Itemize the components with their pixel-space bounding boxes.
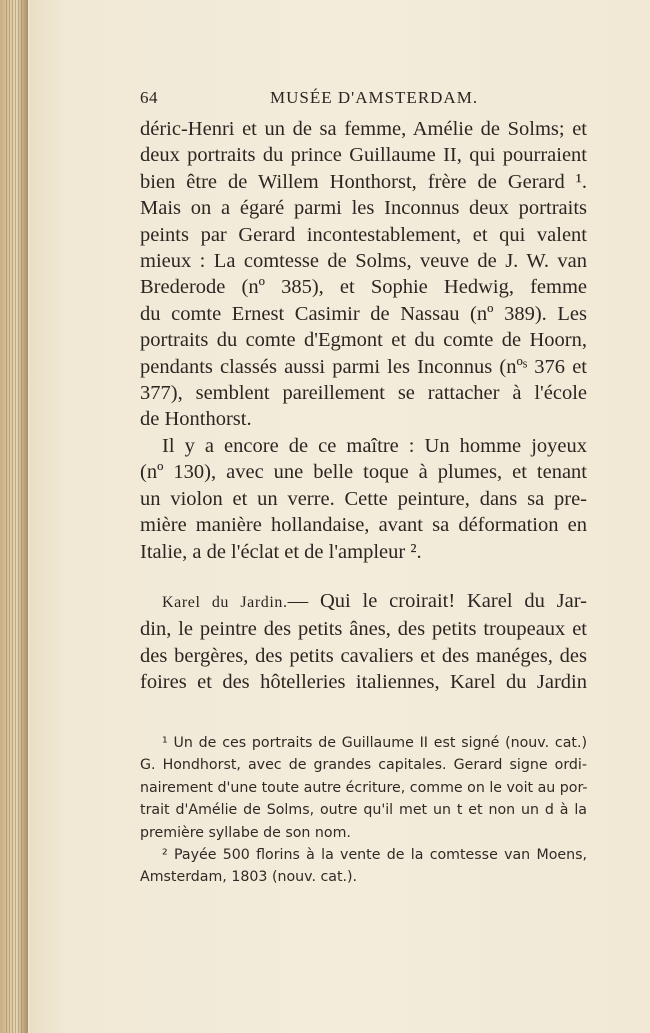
text-line: (nº 130), avec une belle toque à plumes, et tenant	[140, 461, 587, 484]
text-line: Brederode (nº 385), et Sophie Hedwig, femme	[140, 276, 587, 299]
text-line: des bergères, des petits cavaliers et des manéges, des	[140, 644, 587, 667]
text-line: mière manière hollandaise, avant sa déformation en	[140, 514, 587, 537]
page-edges	[6, 0, 22, 1033]
text-line: Italie, a de l'éclat et de l'ampleur ².	[140, 540, 422, 563]
footnote-line: nairement d'une toute autre écriture, comme on le voit au por-	[140, 779, 588, 796]
text-line: du comte Ernest Casimir de Nassau (nº 389). Les	[140, 302, 587, 325]
page-header	[140, 88, 585, 112]
text-line: pendants classés aussi parmi les Inconnus (nºˢ 376 et	[140, 355, 587, 378]
text-line: 377), semblent pareillement se rattacher à l'école	[140, 382, 587, 405]
footnote-line: trait d'Amélie de Solms, outre qu'il met un t et non un d à la	[140, 802, 587, 819]
footnotes	[140, 732, 587, 889]
text-line	[140, 588, 587, 616]
text-line: din, le peintre des petits ânes, des petits troupeaux et	[140, 618, 587, 641]
book-spine-edge	[0, 0, 28, 1033]
text-line: Il y a encore de ce maître : Un homme joyeux	[162, 434, 587, 457]
page-number: 64	[140, 88, 158, 107]
text-line: deux portraits du prince Guillaume II, qui pourraient	[140, 144, 587, 167]
footnote-line: Amsterdam, 1803 (nouv. cat.).	[140, 869, 358, 886]
footnote-line: G. Hondhorst, avec de grandes capitales. Gerard signe ordi-	[140, 757, 587, 774]
footnote-line: ¹ Un de ces portraits de Guillaume II est signé (nouv. cat.)	[162, 735, 587, 751]
text-line: de Honthorst.	[140, 408, 252, 431]
paragraph-gap	[140, 565, 587, 588]
text-line: déric-Henri et un de sa femme, Amélie de Solms; et	[140, 118, 587, 140]
text-fragment: — Qui le croirait! Karel du Jar-	[287, 589, 588, 612]
text-line: peints par Gerard incontestablement, et qui valent	[140, 223, 587, 246]
footnote-line: ² Payée 500 florins à la vente de la comtesse van Moens,	[162, 847, 587, 864]
text-line: un violon et un verre. Cette peinture, dans sa pre-	[140, 487, 587, 510]
section-heading: Karel du Jardin.	[162, 593, 288, 611]
running-title: MUSÉE D'AMSTERDAM.	[270, 88, 479, 107]
text-line: bien être de Willem Honthorst, frère de Gerard ¹.	[140, 170, 587, 193]
text-line: Mais on a égaré parmi les Inconnus deux portraits	[140, 197, 587, 220]
footnote-line: première syllabe de son nom.	[140, 824, 351, 841]
text-line: portraits du comte d'Egmont et du comte de Hoorn,	[140, 329, 587, 352]
text-line: foires et des hôtelleries italiennes, Karel du Jardin	[140, 671, 587, 694]
main-text	[140, 116, 587, 696]
text-line: mieux : La comtesse de Solms, veuve de J. W. van	[140, 250, 587, 273]
